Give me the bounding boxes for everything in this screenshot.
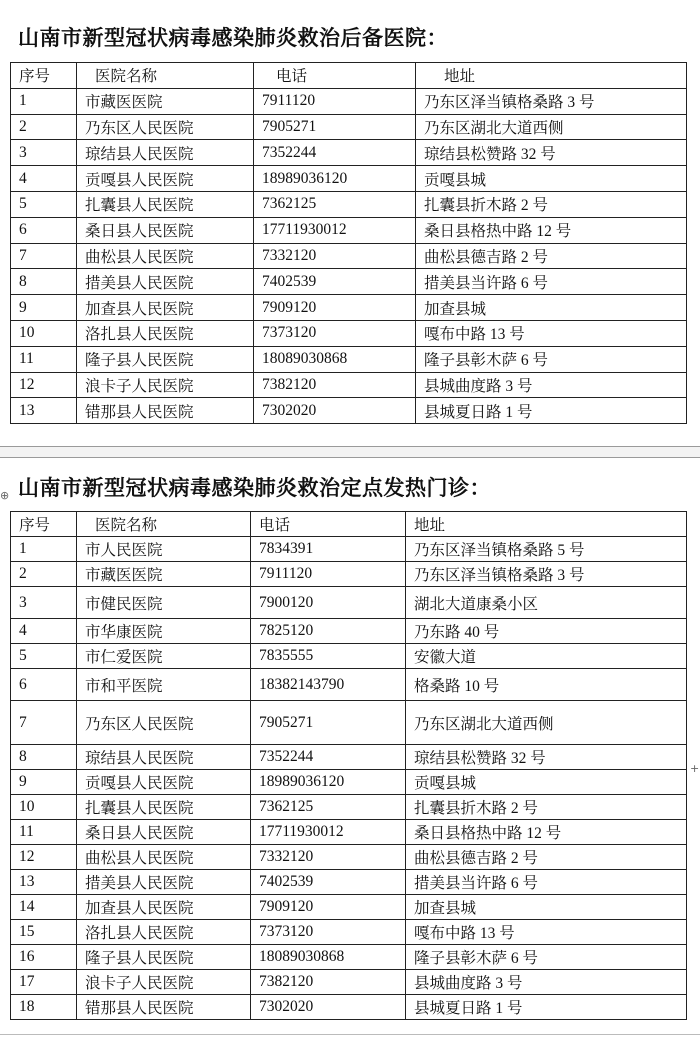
table-row	[11, 970, 687, 995]
cell-index: 11	[11, 346, 77, 372]
table-row	[11, 795, 687, 820]
cell-hospital: 加查县人民医院	[77, 295, 254, 321]
cell-hospital: 市和平医院	[77, 669, 251, 701]
table-row	[11, 537, 687, 562]
col-header-phone: 电话	[254, 63, 416, 89]
cell-phone: 18989036120	[251, 770, 406, 795]
cell-hospital: 错那县人民医院	[77, 995, 251, 1020]
cell-address: 隆子县彰木萨 6 号	[406, 945, 687, 970]
cell-phone: 7905271	[251, 701, 406, 745]
cell-phone: 7362125	[254, 191, 416, 217]
table-row	[11, 269, 687, 295]
cell-index: 12	[11, 845, 77, 870]
table-row	[11, 895, 687, 920]
cell-phone: 7905271	[254, 114, 416, 140]
cell-hospital: 洛扎县人民医院	[77, 320, 254, 346]
add-row-icon[interactable]: +	[690, 762, 700, 775]
cell-phone: 7362125	[251, 795, 406, 820]
cell-index: 3	[11, 587, 77, 619]
cell-index: 5	[11, 191, 77, 217]
cell-index: 11	[11, 820, 77, 845]
cell-hospital: 措美县人民医院	[77, 269, 254, 295]
cell-hospital: 浪卡子人民医院	[77, 372, 254, 398]
table-row	[11, 372, 687, 398]
cell-address: 乃东区湖北大道西侧	[406, 701, 687, 745]
table-row	[11, 870, 687, 895]
table-row	[11, 745, 687, 770]
cell-address: 隆子县彰木萨 6 号	[416, 346, 687, 372]
cell-phone: 18382143790	[251, 669, 406, 701]
cell-hospital: 贡嘎县人民医院	[77, 770, 251, 795]
cell-phone: 7373120	[254, 320, 416, 346]
cell-address: 琼结县松赞路 32 号	[416, 140, 687, 166]
cell-index: 12	[11, 372, 77, 398]
cell-index: 7	[11, 243, 77, 269]
cell-hospital: 桑日县人民医院	[77, 820, 251, 845]
cell-index: 8	[11, 269, 77, 295]
cell-index: 9	[11, 770, 77, 795]
cell-hospital: 隆子县人民医院	[77, 945, 251, 970]
table-row	[11, 562, 687, 587]
table-row	[11, 845, 687, 870]
table-row	[11, 920, 687, 945]
cell-address: 嘎布中路 13 号	[416, 320, 687, 346]
cell-hospital: 错那县人民医院	[77, 398, 254, 424]
cell-index: 1	[11, 88, 77, 114]
cell-index: 4	[11, 619, 77, 644]
col-header-phone: 电话	[251, 512, 406, 537]
cell-address: 乃东区泽当镇格桑路 3 号	[406, 562, 687, 587]
cell-phone: 7900120	[251, 587, 406, 619]
cell-hospital: 加查县人民医院	[77, 895, 251, 920]
cell-address: 嘎布中路 13 号	[406, 920, 687, 945]
table-row	[11, 243, 687, 269]
cell-index: 10	[11, 320, 77, 346]
cell-hospital: 扎囊县人民医院	[77, 191, 254, 217]
cell-phone: 7373120	[251, 920, 406, 945]
cell-index: 17	[11, 970, 77, 995]
table-row	[11, 587, 687, 619]
table-row	[11, 770, 687, 795]
table-move-handle-icon[interactable]: ⊕	[0, 489, 10, 502]
cell-phone: 18989036120	[254, 166, 416, 192]
cell-address: 县城曲度路 3 号	[406, 970, 687, 995]
cell-phone: 7382120	[251, 970, 406, 995]
cell-phone: 7911120	[251, 562, 406, 587]
col-header-hospital: 医院名称	[77, 512, 251, 537]
cell-phone: 7402539	[254, 269, 416, 295]
cell-index: 18	[11, 995, 77, 1020]
cell-phone: 17711930012	[251, 820, 406, 845]
table-row	[11, 320, 687, 346]
cell-phone: 7352244	[251, 745, 406, 770]
table-row	[11, 619, 687, 644]
table-row	[11, 820, 687, 845]
fever-clinics-table	[10, 511, 687, 1020]
cell-address: 乃东区泽当镇格桑路 3 号	[416, 88, 687, 114]
col-header-index: 序号	[11, 63, 77, 89]
table-row	[11, 644, 687, 669]
cell-phone: 7825120	[251, 619, 406, 644]
cell-address: 桑日县格热中路 12 号	[406, 820, 687, 845]
cell-index: 10	[11, 795, 77, 820]
cell-hospital: 市华康医院	[77, 619, 251, 644]
cell-hospital: 隆子县人民医院	[77, 346, 254, 372]
cell-index: 15	[11, 920, 77, 945]
cell-address: 扎囊县折木路 2 号	[406, 795, 687, 820]
cell-phone: 7332120	[254, 243, 416, 269]
cell-address: 格桑路 10 号	[406, 669, 687, 701]
page-break	[0, 446, 700, 458]
cell-phone: 7302020	[251, 995, 406, 1020]
cell-address: 扎囊县折木路 2 号	[416, 191, 687, 217]
cell-phone: 7909120	[254, 295, 416, 321]
cell-phone: 7911120	[254, 88, 416, 114]
table-header-row	[11, 512, 687, 537]
table-header-row	[11, 63, 687, 89]
cell-hospital: 洛扎县人民医院	[77, 920, 251, 945]
col-header-address: 地址	[416, 63, 687, 89]
cell-phone: 7352244	[254, 140, 416, 166]
table-row	[11, 114, 687, 140]
cell-hospital: 曲松县人民医院	[77, 243, 254, 269]
section1-title: 山南市新型冠状病毒感染肺炎救治后备医院：	[18, 25, 448, 50]
cell-index: 14	[11, 895, 77, 920]
cell-hospital: 琼结县人民医院	[77, 140, 254, 166]
cell-phone: 18089030868	[254, 346, 416, 372]
cell-hospital: 市藏医医院	[77, 562, 251, 587]
cell-index: 9	[11, 295, 77, 321]
cell-address: 加查县城	[416, 295, 687, 321]
table-row	[11, 701, 687, 745]
cell-hospital: 桑日县人民医院	[77, 217, 254, 243]
table-row	[11, 945, 687, 970]
cell-address: 措美县当许路 6 号	[406, 870, 687, 895]
cell-index: 6	[11, 217, 77, 243]
col-header-index: 序号	[11, 512, 77, 537]
cell-address: 加查县城	[406, 895, 687, 920]
cell-phone: 18089030868	[251, 945, 406, 970]
cell-address: 措美县当许路 6 号	[416, 269, 687, 295]
cell-index: 2	[11, 114, 77, 140]
cell-hospital: 乃东区人民医院	[77, 701, 251, 745]
table-row	[11, 669, 687, 701]
cell-address: 县城曲度路 3 号	[416, 372, 687, 398]
cell-hospital: 浪卡子人民医院	[77, 970, 251, 995]
cell-hospital: 市藏医医院	[77, 88, 254, 114]
col-header-address: 地址	[406, 512, 687, 537]
cell-phone: 7402539	[251, 870, 406, 895]
cell-index: 4	[11, 166, 77, 192]
cell-index: 13	[11, 398, 77, 424]
backup-hospitals-table	[10, 62, 687, 424]
cell-phone: 7909120	[251, 895, 406, 920]
cell-hospital: 琼结县人民医院	[77, 745, 251, 770]
cell-phone: 7382120	[254, 372, 416, 398]
table-row	[11, 191, 687, 217]
table-row	[11, 398, 687, 424]
cell-phone: 17711930012	[254, 217, 416, 243]
cell-hospital: 市人民医院	[77, 537, 251, 562]
cell-address: 县城夏日路 1 号	[406, 995, 687, 1020]
cell-address: 湖北大道康桑小区	[406, 587, 687, 619]
cell-hospital: 曲松县人民医院	[77, 845, 251, 870]
cell-index: 13	[11, 870, 77, 895]
cell-hospital: 市健民医院	[77, 587, 251, 619]
table-row	[11, 217, 687, 243]
cell-address: 桑日县格热中路 12 号	[416, 217, 687, 243]
cell-address: 贡嘎县城	[406, 770, 687, 795]
cell-index: 1	[11, 537, 77, 562]
cell-address: 乃东区泽当镇格桑路 5 号	[406, 537, 687, 562]
cell-hospital: 扎囊县人民医院	[77, 795, 251, 820]
cell-phone: 7302020	[254, 398, 416, 424]
table-row	[11, 88, 687, 114]
cell-index: 8	[11, 745, 77, 770]
section2-title: 山南市新型冠状病毒感染肺炎救治定点发热门诊：	[18, 475, 491, 500]
cell-address: 乃东区湖北大道西侧	[416, 114, 687, 140]
cell-address: 乃东路 40 号	[406, 619, 687, 644]
cell-index: 3	[11, 140, 77, 166]
cell-address: 安徽大道	[406, 644, 687, 669]
cell-address: 县城夏日路 1 号	[416, 398, 687, 424]
table-row	[11, 346, 687, 372]
cell-index: 7	[11, 701, 77, 745]
cell-address: 曲松县德吉路 2 号	[416, 243, 687, 269]
cell-address: 琼结县松赞路 32 号	[406, 745, 687, 770]
cell-address: 曲松县德吉路 2 号	[406, 845, 687, 870]
cell-address: 贡嘎县城	[416, 166, 687, 192]
cell-index: 6	[11, 669, 77, 701]
table-row	[11, 295, 687, 321]
col-header-hospital: 医院名称	[77, 63, 254, 89]
cell-index: 2	[11, 562, 77, 587]
cell-phone: 7332120	[251, 845, 406, 870]
cell-hospital: 乃东区人民医院	[77, 114, 254, 140]
page-bottom-divider	[0, 1034, 700, 1035]
cell-index: 16	[11, 945, 77, 970]
cell-phone: 7835555	[251, 644, 406, 669]
cell-phone: 7834391	[251, 537, 406, 562]
table-row	[11, 995, 687, 1020]
cell-hospital: 措美县人民医院	[77, 870, 251, 895]
cell-index: 5	[11, 644, 77, 669]
table-row	[11, 166, 687, 192]
cell-hospital: 贡嘎县人民医院	[77, 166, 254, 192]
table-row	[11, 140, 687, 166]
cell-hospital: 市仁爱医院	[77, 644, 251, 669]
